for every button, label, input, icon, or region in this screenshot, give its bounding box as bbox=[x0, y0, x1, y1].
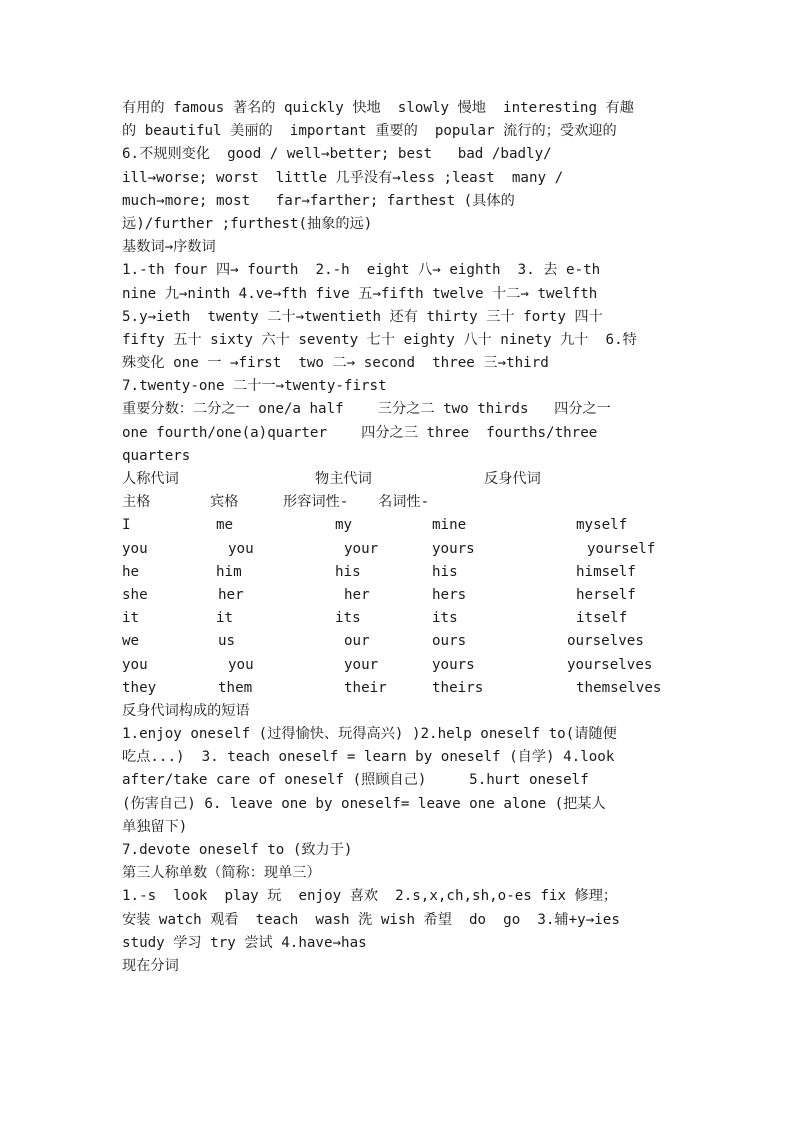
pronoun-noun-possessive: its bbox=[432, 610, 458, 627]
pronoun-subject: you bbox=[122, 656, 148, 673]
pronoun-rows bbox=[122, 514, 682, 700]
section-heading: 基数词→序数词 bbox=[122, 239, 216, 256]
pronoun-object: it bbox=[216, 610, 234, 627]
pronoun-subject: they bbox=[122, 679, 157, 696]
pronoun-group-header bbox=[122, 468, 682, 491]
text-line: 吃点...) 3. teach oneself = learn by oneself (自学) 4.look bbox=[122, 749, 615, 766]
column-header-adjective: 形容词性- bbox=[283, 494, 349, 511]
text-line: one fourth/one(a)quarter 四分之三 three fourths/three bbox=[122, 424, 598, 441]
pronoun-noun-possessive: hers bbox=[432, 586, 467, 603]
pronoun-adjective-possessive: her bbox=[344, 586, 370, 603]
pronoun-subject: I bbox=[122, 517, 131, 534]
pronoun-reflexive: herself bbox=[576, 586, 636, 603]
pronoun-reflexive: myself bbox=[576, 517, 628, 534]
pronoun-adjective-possessive: their bbox=[344, 679, 387, 696]
pronoun-subject: you bbox=[122, 540, 148, 557]
text-line: fifty 五十 sixty 六十 seventy 七十 eighty 八十 ninety 九十 6.特 bbox=[122, 331, 637, 348]
pronoun-reflexive: himself bbox=[576, 563, 636, 580]
table-row bbox=[122, 654, 682, 677]
text-line: ill→worse; worst little 几乎没有→less ;least many / bbox=[122, 169, 564, 186]
document-body bbox=[122, 97, 682, 978]
pronoun-table bbox=[122, 468, 682, 700]
text-line: 1.enjoy oneself (过得愉快、玩得高兴) )2.help oneself to(请随便 bbox=[122, 726, 617, 743]
text-line: 重要分数：二分之一 one/a half 三分之二 two thirds 四分之一 bbox=[122, 401, 611, 418]
table-row bbox=[122, 630, 682, 653]
pronoun-noun-possessive: yours bbox=[432, 656, 475, 673]
pronoun-noun-possessive: his bbox=[432, 563, 458, 580]
text-section-bottom bbox=[122, 700, 682, 978]
pronoun-object: me bbox=[216, 517, 234, 534]
text-line: much→more; most far→farther; farthest (具体的 bbox=[122, 192, 515, 209]
section-heading: 现在分词 bbox=[122, 957, 179, 974]
column-header-object: 宾格 bbox=[210, 494, 239, 511]
pronoun-reflexive: ourselves bbox=[567, 633, 644, 650]
table-row bbox=[122, 561, 682, 584]
text-line: 有用的 famous 著名的 quickly 快地 slowly 慢地 interesting 有趣 bbox=[122, 100, 634, 116]
pronoun-reflexive: yourselves bbox=[567, 656, 653, 673]
pronoun-column-header bbox=[122, 491, 682, 514]
table-row bbox=[122, 514, 682, 537]
pronoun-reflexive: yourself bbox=[587, 540, 656, 557]
text-line: 5.y→ieth twenty 二十→twentieth 还有 thirty 三十 forty 四十 bbox=[122, 308, 603, 325]
text-line: after/take care of oneself (照顾自己) 5.hurt oneself bbox=[122, 772, 589, 789]
text-line: 1.-s look play 玩 enjoy 喜欢 2.s,x,ch,sh,o-es fix 修理； bbox=[122, 888, 618, 905]
text-line: study 学习 try 尝试 4.have→has bbox=[122, 934, 367, 951]
pronoun-subject: she bbox=[122, 586, 148, 603]
pronoun-object: her bbox=[218, 586, 244, 603]
section-heading: 反身代词构成的短语 bbox=[122, 702, 250, 719]
text-line: 1.-th four 四→ fourth 2.-h eight 八→ eighth 3. 去 e-th bbox=[122, 262, 601, 279]
table-row bbox=[122, 538, 682, 561]
text-line: 安装 watch 观看 teach wash 洗 wish 希望 do go 3.辅+y→ies bbox=[122, 911, 620, 928]
text-line: 7.devote oneself to (致力于) bbox=[122, 842, 353, 858]
pronoun-object: him bbox=[216, 563, 242, 580]
pronoun-adjective-possessive: my bbox=[335, 517, 353, 534]
text-line: 殊变化 one 一 →first two 二→ second three 三→third bbox=[122, 355, 549, 372]
pronoun-noun-possessive: ours bbox=[432, 633, 467, 650]
text-line: 的 beautiful 美丽的 important 重要的 popular 流行的；受欢迎的 bbox=[122, 123, 617, 140]
text-line: 单独留下) bbox=[122, 818, 188, 835]
text-line: quarters bbox=[122, 447, 191, 464]
text-line: 6.不规则变化 good / well→better; best bad /badly/ bbox=[122, 146, 552, 163]
pronoun-adjective-possessive: your bbox=[344, 656, 379, 673]
group-header-personal: 人称代词 bbox=[122, 471, 179, 487]
pronoun-adjective-possessive: his bbox=[335, 563, 361, 580]
pronoun-subject: he bbox=[122, 563, 140, 580]
text-line: (伤害自己) 6. leave one by oneself= leave one alone (把某人 bbox=[122, 795, 606, 812]
pronoun-object: them bbox=[218, 679, 253, 696]
pronoun-adjective-possessive: our bbox=[344, 633, 370, 650]
column-header-noun: 名词性- bbox=[378, 494, 430, 511]
table-row bbox=[122, 607, 682, 630]
text-line: 7.twenty-one 二十一→twenty-first bbox=[122, 378, 387, 395]
pronoun-reflexive: themselves bbox=[576, 679, 662, 696]
pronoun-adjective-possessive: its bbox=[335, 610, 361, 627]
pronoun-noun-possessive: mine bbox=[432, 517, 467, 534]
group-header-reflexive: 反身代词 bbox=[484, 471, 541, 487]
column-header-subject: 主格 bbox=[122, 494, 151, 511]
pronoun-object: you bbox=[228, 540, 254, 557]
pronoun-object: you bbox=[228, 656, 254, 673]
section-heading: 第三人称单数（简称：现单三） bbox=[122, 865, 321, 882]
group-header-possessive: 物主代词 bbox=[315, 471, 372, 487]
table-row bbox=[122, 584, 682, 607]
pronoun-noun-possessive: theirs bbox=[432, 679, 484, 696]
text-line: nine 九→ninth 4.ve→fth five 五→fifth twelve 十二→ twelfth bbox=[122, 285, 598, 302]
pronoun-adjective-possessive: your bbox=[344, 540, 379, 557]
pronoun-subject: we bbox=[122, 633, 140, 650]
table-row bbox=[122, 677, 682, 700]
pronoun-object: us bbox=[218, 633, 236, 650]
pronoun-subject: it bbox=[122, 610, 140, 627]
text-line: 远)/further ;furthest(抽象的远) bbox=[122, 215, 373, 232]
pronoun-reflexive: itself bbox=[576, 610, 628, 627]
text-section-top bbox=[122, 97, 682, 468]
pronoun-noun-possessive: yours bbox=[432, 540, 475, 557]
